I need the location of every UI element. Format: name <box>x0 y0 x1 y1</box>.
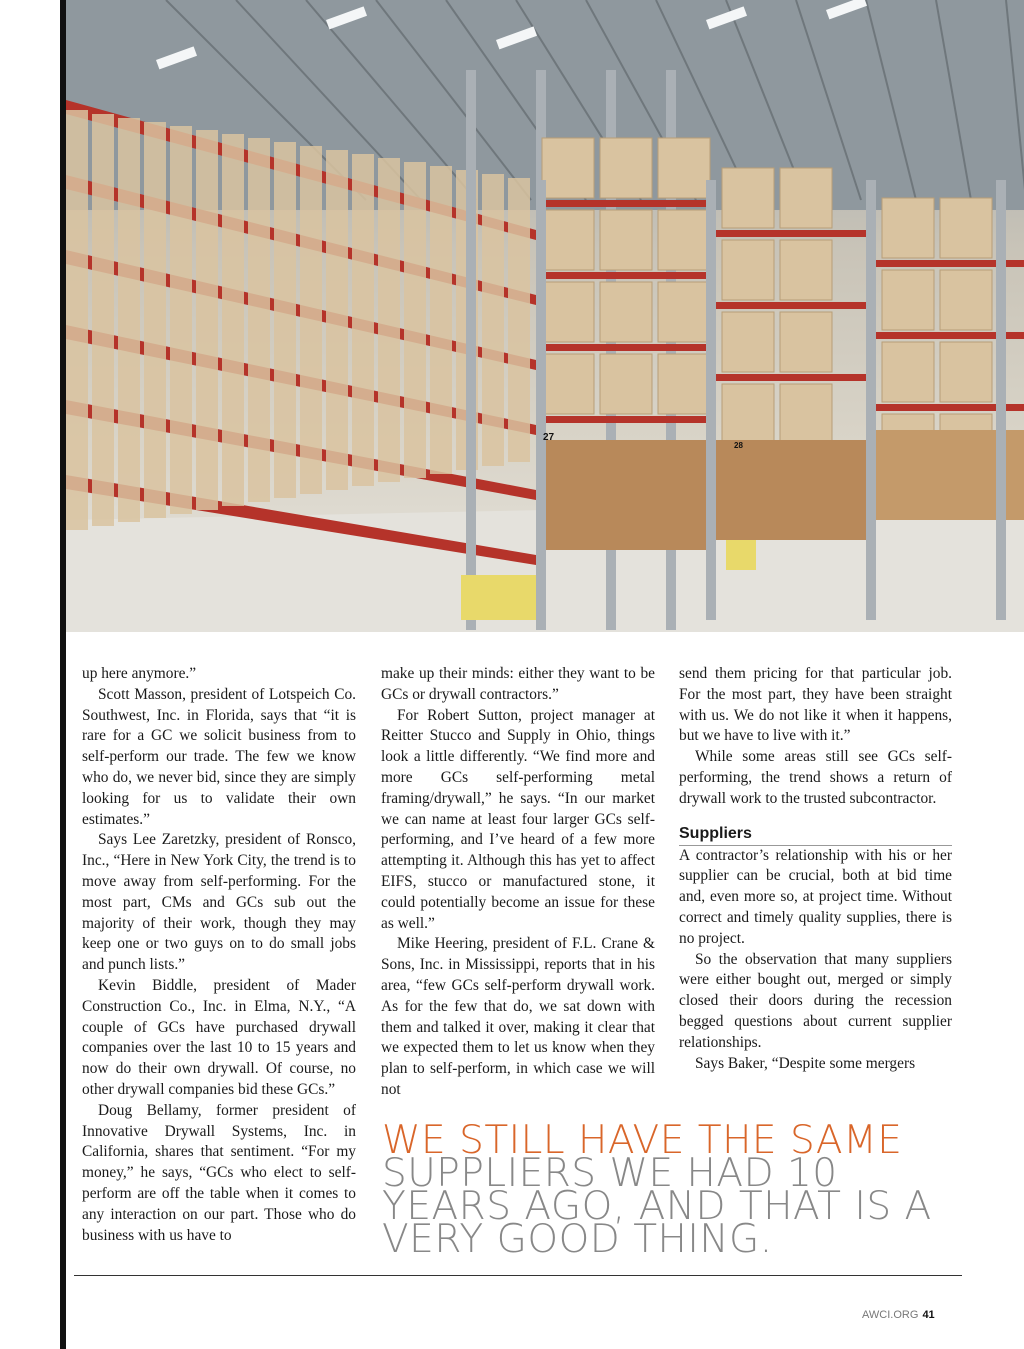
paragraph: Says Lee Zaretzky, president of Ronsco, Inc., “Here in New York City, the trend is to move away from self-performing. For the most part, CMs and GCs sub out the majority of their work, though they may keep one or two guys on to do small jobs and punch lists.” <box>82 831 356 974</box>
rack-label-28: 28 <box>734 441 743 450</box>
warehouse-photo <box>66 0 1024 632</box>
text-column-3 <box>679 664 952 1074</box>
paragraph: Says Baker, “Despite some mergers <box>695 1054 916 1072</box>
text-column-2 <box>381 664 655 1101</box>
text-column-1 <box>82 664 356 1246</box>
paragraph: For Robert Sutton, project manager at Reitter Stucco and Supply in Ohio, things look a little differently. “We find more and more GCs self-performing metal framing/drywall,” he says. “In our market we can name at least four larger GCs self-performing, and I’ve heard of a few more attempting it. Although this has yet to affect EIFS, stucco or manufactured stone, it could potentially become an issue for these as well.” <box>381 706 655 932</box>
footer-rule <box>74 1275 962 1276</box>
paragraph: send them pricing for that particular job. For the most part, they have been straight with us. We do not like it when it happens, but we have to live with it.” <box>679 665 952 745</box>
paragraph: A contractor’s relationship with his or her supplier can be crucial, both at bid time and, even more so, at project time. Without correct and timely quality supplies, there is no project. <box>679 846 952 947</box>
paragraph: Mike Heering, president of F.L. Crane & Sons, Inc. in Mississippi, reports that in his area, “few GCs self-perform drywall work. As for the few that do, we sat down with them and talked it over, making it clear that we expected them to let us know when they plan to self-perform, in which case we will not <box>381 935 655 1098</box>
page-number: 41 <box>922 1309 935 1321</box>
pull-quote-line-1: WE STILL HAVE THE SAME <box>382 1118 903 1163</box>
pull-quote-rest: SUPPLIERS WE HAD 10 YEARS AGO, AND THAT IS A VERY GOOD THING. <box>382 1151 932 1262</box>
page-margin <box>0 0 64 1349</box>
pull-quote <box>382 1118 942 1262</box>
paragraph: While some areas still see GCs self-performing, the trend shows a return of drywall work to the trusted subcontractor. <box>679 748 952 807</box>
paragraph: Doug Bellamy, former president of Innovative Drywall Systems, Inc. in California, shares that sentiment. “For my money,” he says, “GCs who elect to self-perform are off the table when it comes to any interaction on our part. Those who do business with us have to <box>82 1101 356 1244</box>
paragraph: Scott Masson, president of Lotspeich Co. Southwest, Inc. in Florida, says that “it is rare for a GC we solicit business from to self-perform our trade. The few we know who do, we never bid, since they are simply looking for us to validate their own estimates.” <box>82 685 356 828</box>
page-folio <box>862 1309 962 1321</box>
warehouse-illustration <box>66 0 1024 632</box>
section-heading-suppliers: Suppliers <box>679 824 952 846</box>
rack-label-27: 27 <box>543 432 555 443</box>
paragraph: up here anymore.” <box>82 665 197 682</box>
site-url: AWCI.ORG <box>862 1309 919 1321</box>
paragraph: So the observation that many suppliers were either bought out, merged or simply closed their doors during the recession begged questions about current supplier relationships. <box>679 950 952 1051</box>
paragraph: make up their minds: either they want to be GCs or drywall contractors.” <box>381 665 655 703</box>
paragraph: Kevin Biddle, president of Mader Construction Co., Inc. in Elma, N.Y., “A couple of GCs have purchased drywall companies over the last 10 to 15 years and now do their own drywall. Of course, no other drywall companies bid these GCs.” <box>82 976 356 1098</box>
